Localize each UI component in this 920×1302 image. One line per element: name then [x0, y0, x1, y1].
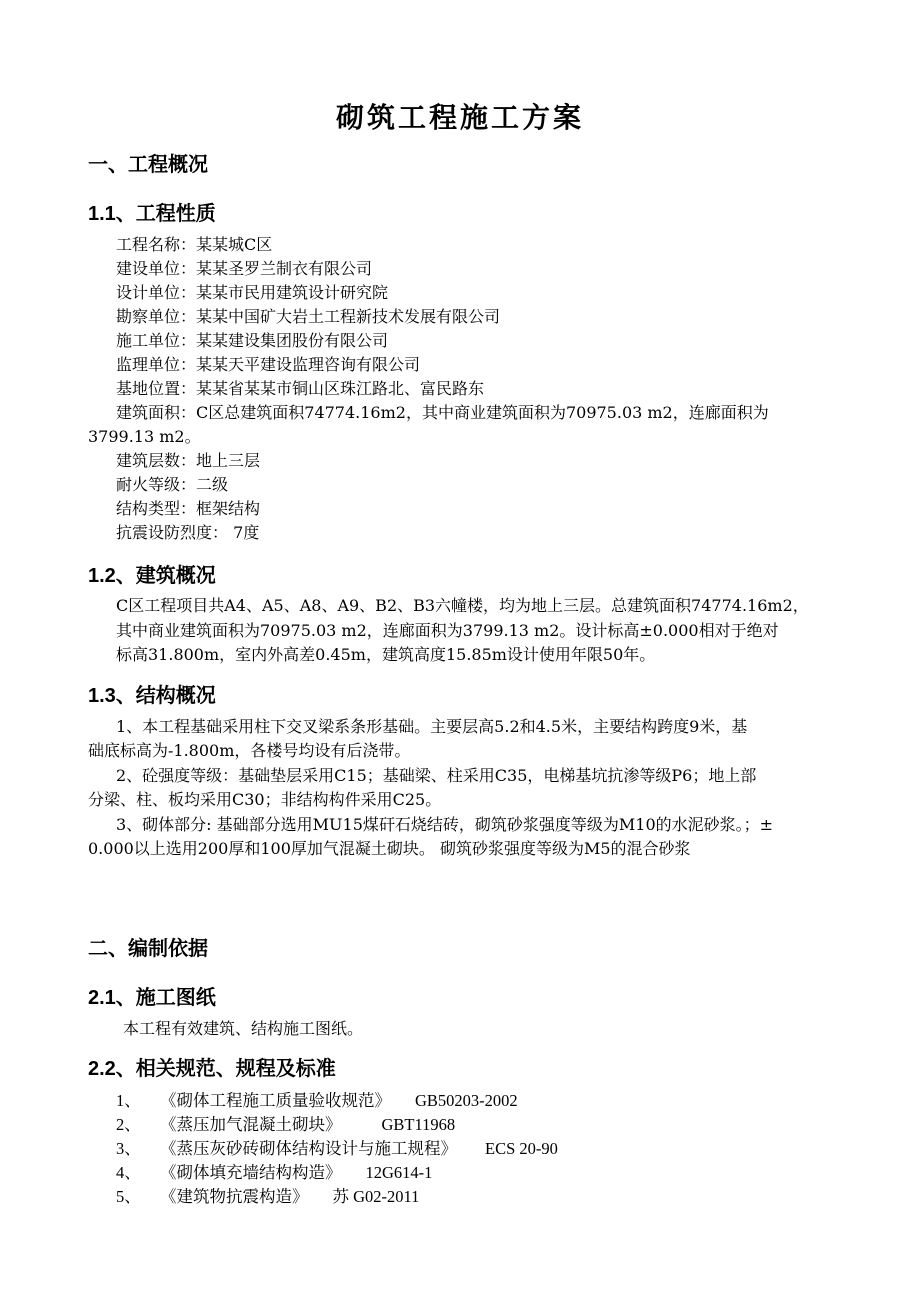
paragraph-line: 0.000以上选用200厚和100厚加气混凝土砌块。 砌筑砂浆强度等级为M5的混合砂浆 [88, 839, 691, 858]
document-title: 砌筑工程施工方案 [335, 101, 584, 134]
drawings-text: 本工程有效建筑、结构施工图纸。 [123, 1019, 364, 1038]
section-heading-basis: 二、编制依据 [88, 936, 208, 960]
info-row-area: 建筑面积：C区总建筑面积74774.16m2，其中商业建筑面积为70975.03 m2，连廊面积为 [116, 403, 769, 422]
paragraph-line: 分梁、柱、板均采用C30；非结构构件采用C25。 [88, 790, 442, 809]
info-row: 监理单位：某某天平建设监理咨询有限公司 [116, 355, 421, 374]
subsection-heading-structure: 1.3、结构概况 [88, 685, 216, 707]
list-item: 4、 《砌体填充墙结构构造》 12G614-1 [116, 1163, 433, 1182]
list-item: 1、 《砌体工程施工质量验收规范》 GB50203-2002 [116, 1091, 518, 1110]
paragraph-line: 础底标高为-1.800m，各楼号均设有后浇带。 [88, 741, 411, 760]
info-row: 基地位置：某某省某某市铜山区珠江路北、富民路东 [116, 379, 485, 398]
info-row: 设计单位：某某市民用建筑设计研究院 [116, 283, 389, 302]
paragraph-line: C区工程项目共A4、A5、A8、A9、B2、B3六幢楼，均为地上三层。总建筑面积74774.16m2， [116, 596, 809, 615]
paragraph-line: 1、本工程基础采用柱下交叉梁系条形基础。主要层高5.2和4.5米，主要结构跨度9米，基 [116, 717, 748, 736]
paragraph-line: 其中商业建筑面积为70975.03 m2，连廊面积为3799.13 m2。设计标高±0.000相对于绝对 [116, 621, 779, 640]
info-row: 勘察单位：某某中国矿大岩土工程新技术发展有限公司 [116, 307, 501, 326]
section-heading-overview: 一、工程概况 [88, 152, 208, 176]
subsection-heading-standards: 2.2、相关规范、规程及标准 [88, 1058, 336, 1080]
list-item: 2、 《蒸压加气混凝土砌块》 GBT11968 [116, 1115, 456, 1134]
info-row: 抗震设防烈度： 7度 [116, 523, 260, 542]
paragraph-line: 标高31.800m，室内外高差0.45m，建筑高度15.85m设计使用年限50年。 [116, 645, 656, 664]
subsection-heading-nature: 1.1、工程性质 [88, 203, 216, 225]
standards-list [116, 1089, 558, 1209]
info-row: 建筑层数：地上三层 [116, 451, 261, 470]
subsection-heading-drawings: 2.1、施工图纸 [88, 987, 216, 1009]
info-row: 施工单位：某某建设集团股份有限公司 [116, 331, 389, 350]
paragraph-line: 2、砼强度等级：基础垫层采用C15；基础梁、柱采用C35，电梯基坑抗渗等级P6；地上部 [116, 766, 757, 785]
info-row: 耐火等级：二级 [116, 475, 229, 494]
info-row: 建设单位：某某圣罗兰制衣有限公司 [116, 259, 373, 278]
paragraph-line: 3、砌体部分: 基础部分选用MU15煤矸石烧结砖，砌筑砂浆强度等级为M10的水泥砂浆。；± [116, 815, 774, 834]
subsection-heading-building: 1.2、建筑概况 [88, 565, 216, 587]
info-row: 工程名称：某某城C区 [116, 235, 273, 254]
list-item: 3、 《蒸压灰砂砖砌体结构设计与施工规程》 ECS 20-90 [116, 1139, 558, 1158]
info-row-area-cont: 3799.13 m2。 [88, 427, 201, 446]
list-item: 5、 《建筑物抗震构造》 苏 G02-2011 [116, 1187, 420, 1206]
info-row: 结构类型：框架结构 [116, 499, 261, 518]
